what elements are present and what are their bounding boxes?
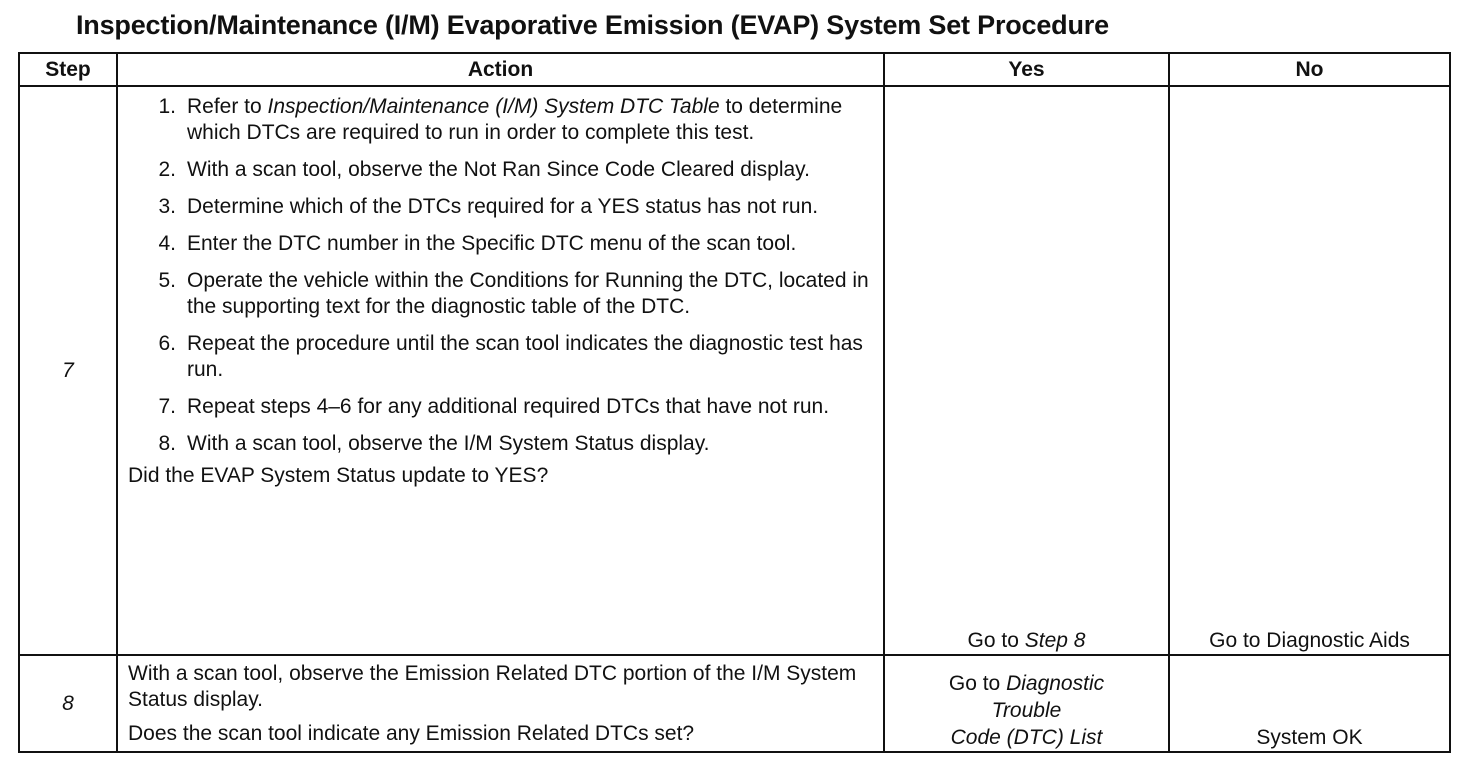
list-item-number: 8. — [158, 432, 176, 455]
dtc-list-link[interactable]: Trouble — [991, 699, 1062, 722]
action-step-list — [118, 87, 883, 457]
page-title: Inspection/Maintenance (I/M) Evaporative Emission (EVAP) System Set Procedure — [76, 10, 1109, 40]
list-item-text: Determine which of the DTCs required for a YES status has not run. — [187, 195, 819, 218]
action-cell — [117, 86, 884, 655]
list-item-number: 2. — [158, 158, 176, 181]
action-question: Does the scan tool indicate any Emission Related DTCs set? — [128, 722, 695, 745]
list-item-number: 5. — [158, 269, 176, 292]
yes-result: Go to Diagnostic Trouble Code (DTC) List — [884, 655, 1169, 752]
list-item-number: 6. — [158, 332, 176, 355]
action-instruction: With a scan tool, observe the Emission Related DTC portion of the I/M System Status display. — [128, 662, 857, 711]
step-link[interactable]: Step 8 — [1024, 629, 1086, 652]
list-item — [118, 431, 875, 457]
table-reference: Inspection/Maintenance (I/M) System DTC Table — [267, 95, 720, 118]
list-item — [118, 194, 875, 220]
table-row-step-7 — [19, 86, 1450, 655]
yes-result: Go to Step 8 — [884, 86, 1169, 655]
step-number: 7 — [19, 86, 117, 655]
no-result: System OK — [1169, 655, 1450, 752]
list-item-text: Repeat steps 4–6 for any additional required DTCs that have not run. — [187, 395, 830, 418]
list-item-text: With a scan tool, observe the I/M System Status display. — [187, 432, 710, 455]
list-item-number: 7. — [158, 395, 176, 418]
list-item — [118, 394, 875, 420]
step-number: 8 — [19, 655, 117, 752]
list-item — [118, 231, 875, 257]
dtc-list-link[interactable]: Diagnostic — [1006, 672, 1105, 695]
list-item-number: 3. — [158, 195, 176, 218]
table-row-step-8 — [19, 655, 1450, 752]
list-item — [118, 268, 875, 320]
list-item — [118, 94, 875, 146]
action-cell — [117, 655, 884, 752]
header-action: Action — [117, 53, 884, 86]
list-item-number: 1. — [158, 95, 176, 118]
dtc-list-link[interactable]: Code (DTC) List — [950, 726, 1103, 749]
list-item-text: Repeat the procedure until the scan tool indicates the diagnostic test has run. — [187, 332, 863, 381]
action-question: Did the EVAP System Status update to YES? — [128, 464, 549, 487]
list-item — [118, 331, 875, 383]
header-yes: Yes — [884, 53, 1169, 86]
list-item-text: Enter the DTC number in the Specific DTC menu of the scan tool. — [187, 232, 797, 255]
list-item-text: Refer to Inspection/Maintenance (I/M) System DTC Table to determine which DTCs are required to run in order to complete this test. — [187, 95, 843, 144]
procedure-table — [18, 52, 1451, 753]
list-item-number: 4. — [158, 232, 176, 255]
list-item-text: With a scan tool, observe the Not Ran Since Code Cleared display. — [187, 158, 810, 181]
table-header-row — [19, 53, 1450, 86]
header-no: No — [1169, 53, 1450, 86]
list-item-text: Operate the vehicle within the Conditions for Running the DTC, located in the supporting text for the diagnostic table of the DTC. — [187, 269, 869, 318]
header-step: Step — [19, 53, 117, 86]
no-result: Go to Diagnostic Aids — [1169, 86, 1450, 655]
list-item — [118, 157, 875, 183]
